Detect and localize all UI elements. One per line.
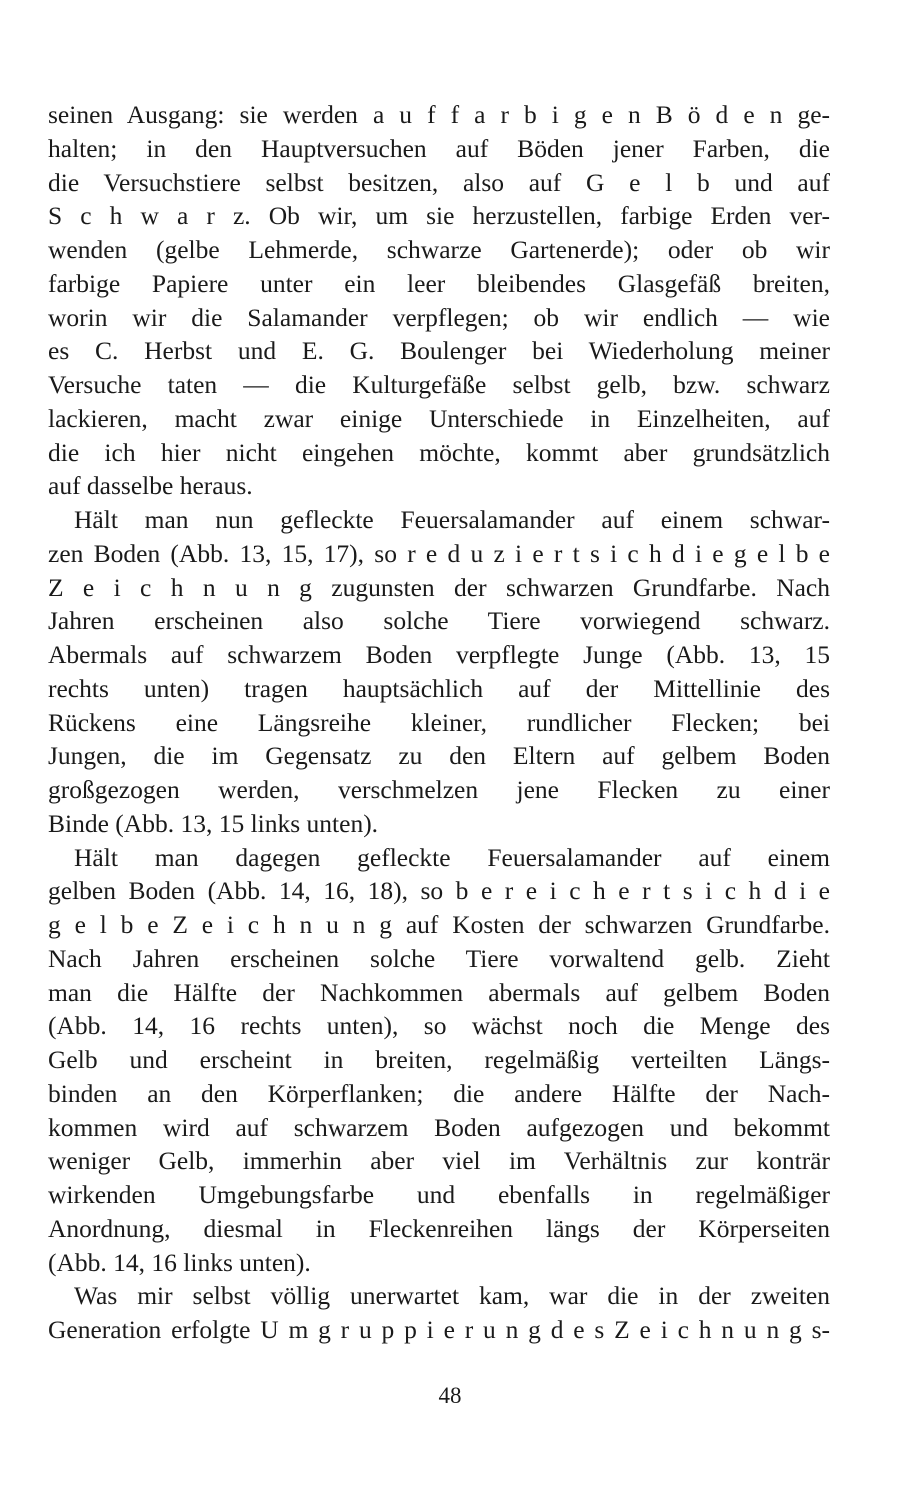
text-line: Binde (Abb. 13, 15 links unten). [48,808,379,838]
text-line: Gelb und erscheint in breiten, regelmäßig verteilten Längs- [48,1045,830,1074]
text-line: die Versuchstiere selbst besitzen, also auf G e l b und auf [48,167,830,197]
text-line: großgezogen werden, verschmelzen jene Flecken zu einer [48,775,830,804]
text-line: die ich hier nicht eingehen möchte, kommt aber grundsätzlich [48,437,830,467]
text-line: Nach Jahren erscheinen solche Tiere vorwaltend gelb. Zieht [48,943,830,973]
text-line: es C. Herbst und E. G. Boulenger bei Wiederholung meiner [48,336,830,366]
text-line: zen Boden (Abb. 13, 15, 17), so r e d u z i e r t s i c h d i e g e l b e [48,538,830,568]
text-line: wirkenden Umgebungsfarbe und ebenfalls in regelmäßiger [48,1180,830,1209]
text-line: kommen wird auf schwarzem Boden aufgezogen und bekommt [48,1112,830,1142]
text-line: man die Hälfte der Nachkommen abermals auf gelbem Boden [48,977,830,1007]
text-line: Was mir selbst völlig unerwartet kam, war die in der zweiten [74,1281,830,1311]
text-line: S c h w a r z. Ob wir, um sie herzustellen, farbige Erden ver- [48,201,830,231]
text-line: Z e i c h n u n g zugunsten der schwarzen Grundfarbe. Nach [48,572,830,602]
text-line: auf dasselbe heraus. [48,471,253,501]
text-line: Hält man nun gefleckte Feuersalamander auf einem schwar- [74,505,830,534]
page-number: 48 [438,1383,462,1408]
text-line: seinen Ausgang: sie werden a u f f a r b i g e n B ö d e n ge- [48,100,830,129]
text-line: Hält man dagegen gefleckte Feuersalamander auf einem [74,842,830,872]
text-line: lackieren, macht zwar einige Unterschiede in Einzelheiten, auf [48,403,830,433]
text-line: Anordnung, diesmal in Fleckenreihen längs der Körperseiten [48,1213,830,1243]
text-line: weniger Gelb, immerhin aber viel im Verhältnis zur konträr [48,1146,830,1176]
text-line: Jahren erscheinen also solche Tiere vorwiegend schwarz. [48,606,830,636]
text-line: gelben Boden (Abb. 14, 16, 18), so b e r e i c h e r t s i c h d i e [48,876,830,906]
text-line: halten; in den Hauptversuchen auf Böden jener Farben, die [48,133,830,163]
text-line: binden an den Körperflanken; die andere Hälfte der Nach- [48,1078,830,1108]
body-text [48,98,830,1347]
text-line: g e l b e Z e i c h n u n g auf Kosten der schwarzen Grundfarbe. [48,910,830,939]
text-line: Rückens eine Längsreihe kleiner, rundlicher Flecken; bei [48,707,830,737]
text-line: Generation erfolgte U m g r u p p i e r u n g d e s Z e i c h n u n g s- [48,1315,830,1344]
text-line: Abermals auf schwarzem Boden verpflegte Junge (Abb. 13, 15 [48,640,830,669]
text-line: worin wir die Salamander verpflegen; ob wir endlich — wie [48,302,830,332]
text-line: (Abb. 14, 16 links unten). [48,1247,311,1277]
text-line: wenden (gelbe Lehmerde, schwarze Gartenerde); oder ob wir [48,235,830,264]
text-line: Versuche taten — die Kulturgefäße selbst gelb, bzw. schwarz [48,370,830,399]
text-line: (Abb. 14, 16 rechts unten), so wächst noch die Menge des [48,1011,830,1041]
text-line: farbige Papiere unter ein leer bleibendes Glasgefäß breiten, [48,268,830,298]
text-line: Jungen, die im Gegensatz zu den Eltern auf gelbem Boden [48,741,830,771]
text-line: rechts unten) tragen hauptsächlich auf der Mittellinie des [48,673,830,703]
